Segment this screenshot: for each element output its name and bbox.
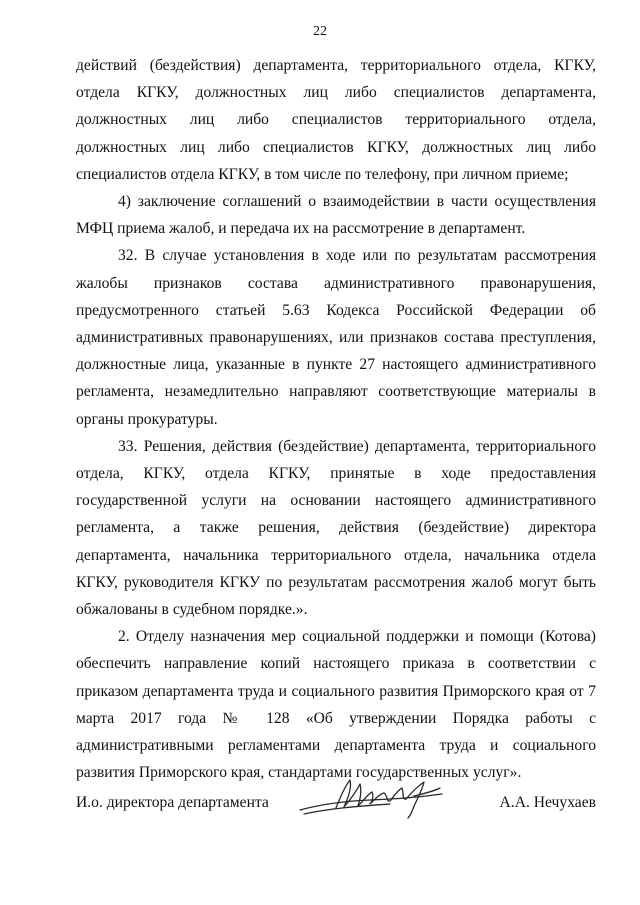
paragraph-continuation: действий (бездействия) департамента, территориального отдела, КГКУ, отдела КГКУ, должностных лиц либо специалистов департамента, должностных лиц либо специалистов территориального отдела, должностных лиц либо специалистов КГКУ, должностных лиц либо специалистов отдела КГКУ, в том числе по телефону, при личном приеме; (76, 57, 596, 183)
signer-position: И.о. директора департамента (76, 794, 269, 811)
signature-block (76, 780, 596, 824)
page-number: 22 (313, 24, 327, 39)
document-body (76, 52, 596, 786)
paragraph-order-2: 2. Отделу назначения мер социальной поддержки и помощи (Котова) обеспечить направление копий настоящего приказа в соответствии с приказом департамента труда и социального развития Приморского края от 7 марта 2017 года № 128 «Об утверждении Порядка работы с административными регламентами департамента труда и социального развития Приморского края, стандартами государственных услуг». (76, 628, 596, 782)
paragraph-clause-33: 33. Решения, действия (бездействие) департамента, территориального отдела, КГКУ, отдела КГКУ, принятые в ходе предоставления государственной услуги на основании настоящего административного регламента, а также решения, действия (бездействие) директора департамента, начальника территориального отдела, начальника отдела КГКУ, руководителя КГКУ по результатам рассмотрения жалоб могут быть обжалованы в судебном порядке.». (76, 437, 596, 619)
paragraph-item-4: 4) заключение соглашений о взаимодействии в части осуществления МФЦ приема жалоб, и передача их на рассмотрение в департамент. (76, 193, 596, 238)
handwritten-signature (292, 774, 452, 824)
paragraph-clause-32: 32. В случае установления в ходе или по результатам рассмотрения жалобы признаков состава административного правонарушения, предусмотренного статьей 5.63 Кодекса Российской Федерации об административных правонарушениях, или признаков состава преступления, должностные лица, указанные в пункте 27 настоящего административного регламента, незамедлительно направляют соответствующие материалы в органы прокуратуры. (76, 247, 596, 428)
signer-name: А.А. Нечухаев (499, 794, 596, 811)
